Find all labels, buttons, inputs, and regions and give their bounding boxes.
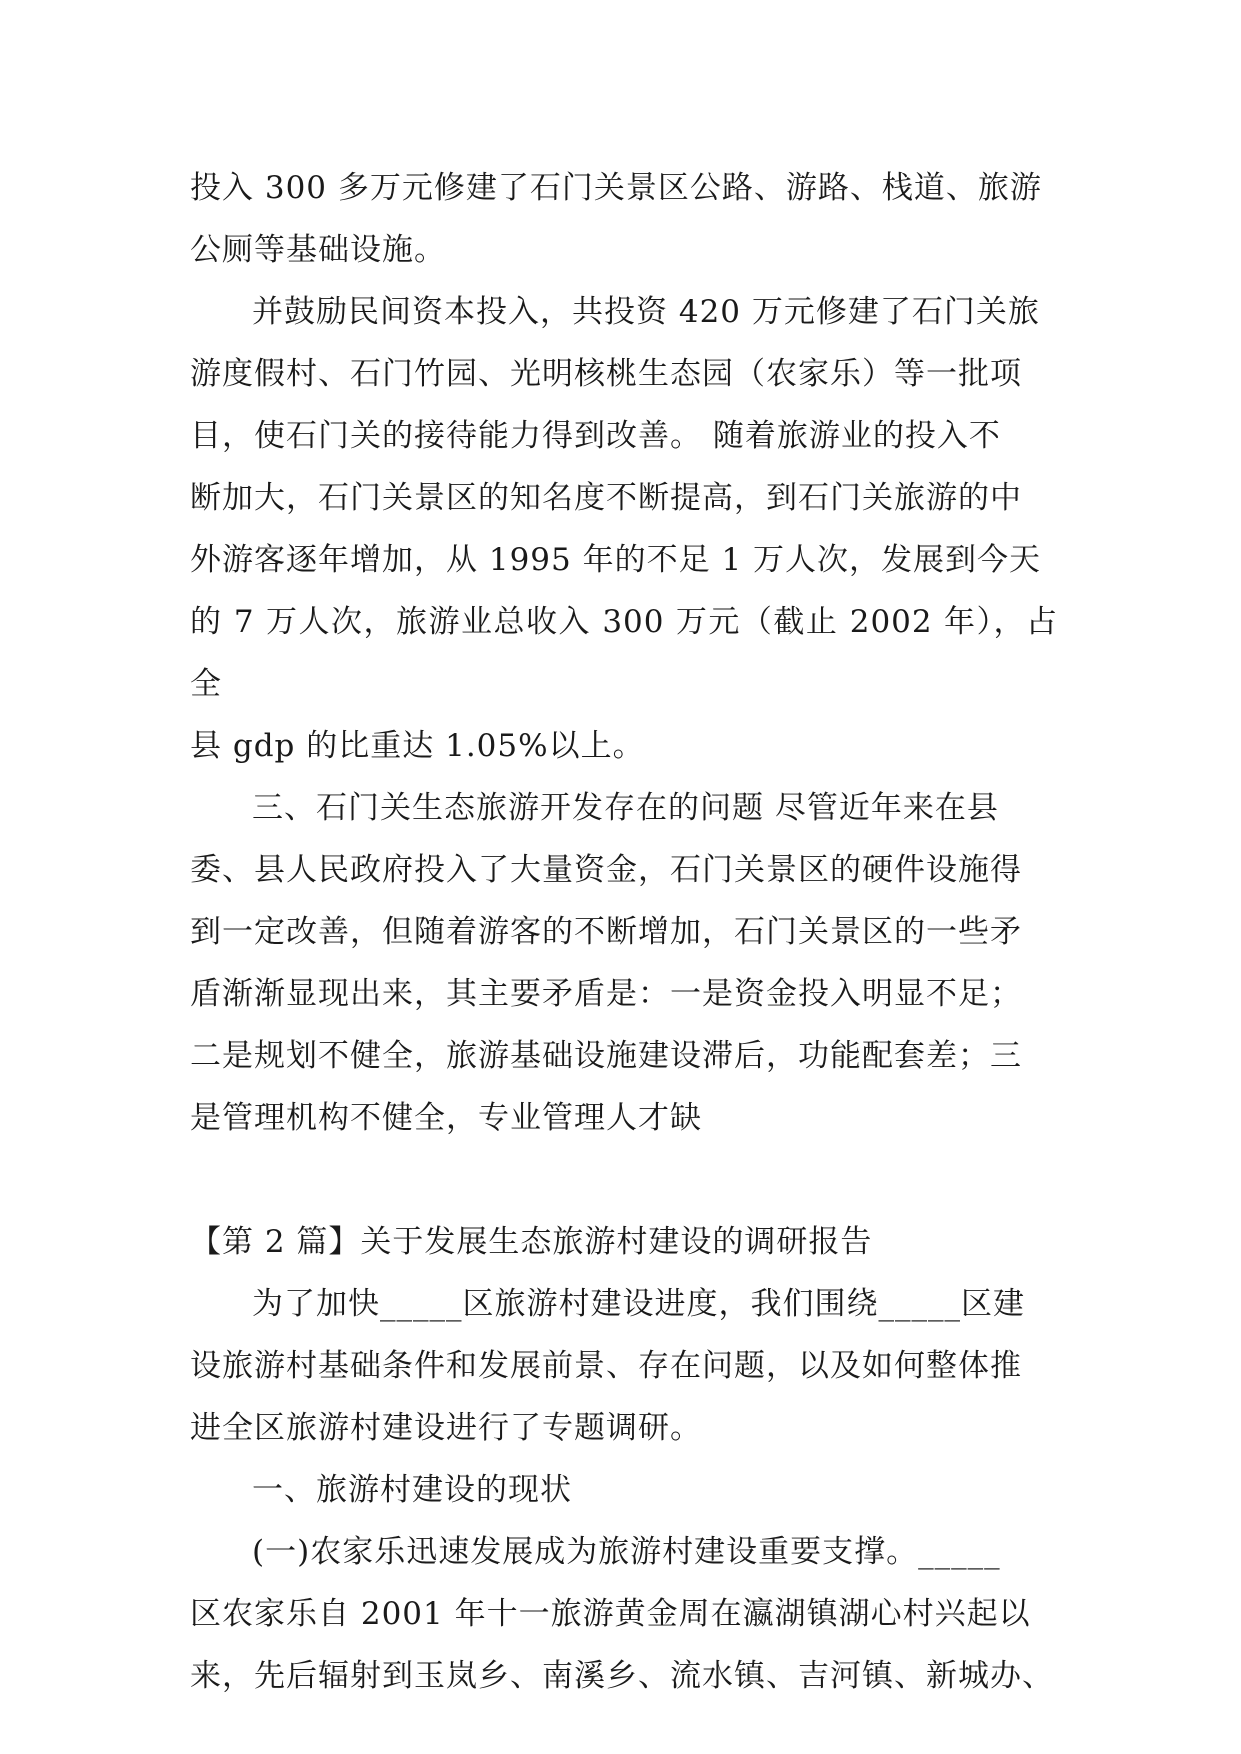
text-line: 一、旅游村建设的现状	[252, 1472, 572, 1508]
text-line: 目，使石门关的接待能力得到改善。 随着旅游业的投入不	[190, 418, 1001, 454]
text-line: 委、县人民政府投入了大量资金，石门关景区的硬件设施得	[190, 852, 1022, 888]
text-line: 为了加快_____区旅游村建设进度，我们围绕_____区建	[252, 1286, 1025, 1322]
text-line: 投入 300 多万元修建了石门关景区公路、游路、栈道、旅游	[190, 170, 1042, 206]
text-line: 设旅游村基础条件和发展前景、存在问题，以及如何整体推	[190, 1348, 1022, 1384]
text-line: 并鼓励民间资本投入，共投资 420 万元修建了石门关旅	[252, 294, 1040, 330]
text-line: 来，先后辐射到玉岚乡、南溪乡、流水镇、吉河镇、新城办、	[190, 1658, 1054, 1694]
text-line: 外游客逐年增加，从 1995 年的不足 1 万人次，发展到今天	[190, 542, 1042, 578]
text-line: 进全区旅游村建设进行了专题调研。	[190, 1410, 702, 1446]
text-line: 的 7 万人次，旅游业总收入 300 万元（截止 2002 年），占全	[190, 604, 1058, 702]
text-line: 区农家乐自 2001 年十一旅游黄金周在瀛湖镇湖心村兴起以	[190, 1596, 1031, 1632]
text-line: 到一定改善，但随着游客的不断增加，石门关景区的一些矛	[190, 914, 1022, 950]
text-line: 盾渐渐显现出来，其主要矛盾是：一是资金投入明显不足；	[190, 976, 1022, 1012]
text-line: 游度假村、石门竹园、光明核桃生态园（农家乐）等一批项	[190, 356, 1022, 392]
investment-paragraph	[190, 281, 1058, 777]
text-line: (一)农家乐迅速发展成为旅游村建设重要支撑。_____	[252, 1534, 1001, 1570]
document-body	[190, 157, 1058, 1707]
status-heading	[190, 1459, 1058, 1521]
text-line: 断加大，石门关景区的知名度不断提高，到石门关旅游的中	[190, 480, 1022, 516]
text-line: 公厕等基础设施。	[190, 232, 446, 268]
text-line: 县 gdp 的比重达 1.05%以上。	[190, 728, 645, 764]
problems-paragraph	[190, 777, 1058, 1149]
text-line: 二是规划不健全，旅游基础设施建设滞后，功能配套差；三	[190, 1038, 1022, 1074]
intro-paragraph	[190, 1273, 1058, 1459]
continuation-paragraph	[190, 157, 1058, 281]
section-title: 【第 2 篇】关于发展生态旅游村建设的调研报告	[190, 1224, 873, 1260]
text-line: 是管理机构不健全，专业管理人才缺	[190, 1100, 702, 1136]
farmhouse-paragraph	[190, 1521, 1058, 1707]
text-line: 三、石门关生态旅游开发存在的问题 尽管近年来在县	[252, 790, 999, 826]
